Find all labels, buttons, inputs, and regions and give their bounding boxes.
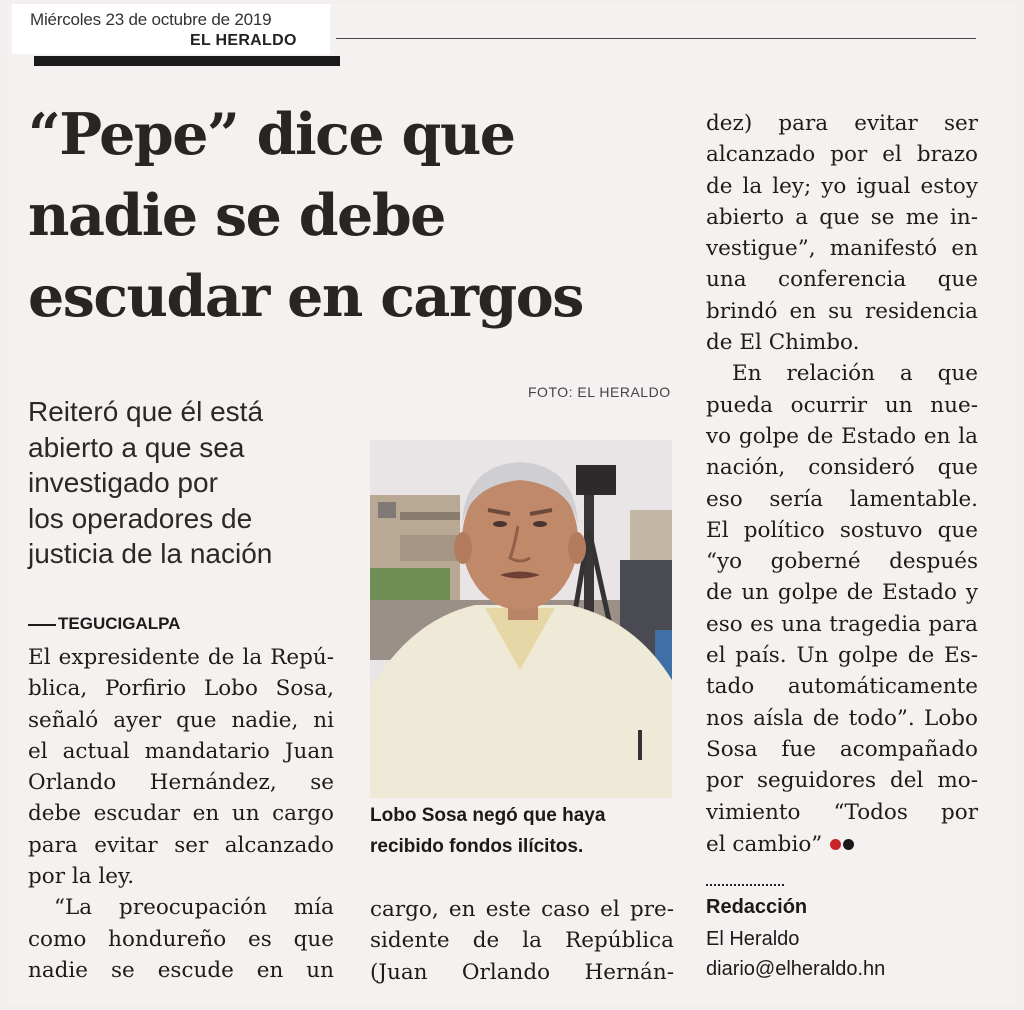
body-line: el actual mandatario Juan bbox=[28, 738, 334, 764]
body-line: alcanzado por el brazo bbox=[706, 142, 978, 168]
caption-line: recibido fondos ilícitos. bbox=[370, 836, 584, 857]
signature-rule bbox=[706, 884, 784, 886]
body-line: abierto a que se me in- bbox=[706, 204, 978, 230]
dateline-text: TEGUCIGALPA bbox=[58, 614, 181, 633]
article-photo bbox=[370, 440, 672, 798]
body-line: Sosa fue acompañado bbox=[706, 736, 978, 762]
body-line: nos aísla de todo”. Lobo bbox=[706, 705, 978, 731]
body-column-2 bbox=[370, 894, 674, 988]
end-dot-black bbox=[843, 839, 854, 850]
body-line: (Juan Orlando Hernán- bbox=[370, 959, 674, 985]
author-email: diario@elheraldo.hn bbox=[706, 958, 886, 980]
article-deck bbox=[28, 394, 358, 572]
publication-name: EL HERALDO bbox=[190, 32, 297, 49]
end-mark-icon bbox=[828, 828, 854, 859]
deck-line: abierto a que sea bbox=[28, 431, 245, 463]
end-dot-red bbox=[830, 839, 841, 850]
author-organization: El Heraldo bbox=[706, 928, 800, 950]
body-line: En relación a que bbox=[732, 361, 978, 387]
body-line: eso es una tragedia para bbox=[706, 611, 978, 637]
body-line: de un golpe de Estado y bbox=[706, 580, 978, 606]
body-line: eso sería lamentable. bbox=[706, 486, 978, 512]
body-line: “yo goberné después bbox=[706, 549, 978, 575]
issue-date: Miércoles 23 de octubre de 2019 bbox=[30, 10, 272, 29]
body-line: vimiento “Todos por bbox=[706, 799, 978, 825]
caption-line: Lobo Sosa negó que haya bbox=[370, 805, 606, 826]
body-line: como hondureño es que bbox=[28, 926, 334, 952]
body-line: brindó en su residencia bbox=[706, 298, 978, 324]
deck-line: justicia de la nación bbox=[28, 538, 273, 569]
dateline bbox=[28, 614, 180, 634]
section-bar bbox=[34, 56, 340, 66]
headline-line: nadie se debe bbox=[28, 182, 445, 249]
body-line: de El Chimbo. bbox=[706, 330, 860, 356]
dateline-dash bbox=[28, 624, 56, 626]
body-line: por la ley. bbox=[28, 864, 135, 890]
body-line: debe escudar en un cargo bbox=[28, 801, 334, 827]
body-line: tado automáticamente bbox=[706, 674, 978, 700]
deck-line: investigado por bbox=[28, 467, 218, 498]
article-headline bbox=[28, 94, 678, 337]
body-line: vestigue”, manifestó en bbox=[706, 236, 978, 262]
body-line: blica, Porfirio Lobo Sosa, bbox=[28, 676, 334, 702]
body-line: por seguidores del mo- bbox=[706, 768, 978, 794]
body-line: señaló ayer que nadie, ni bbox=[28, 707, 334, 733]
headline-line: escudar en cargos bbox=[28, 263, 583, 330]
body-line: nación, consideró que bbox=[706, 455, 978, 481]
body-line: dez) para evitar ser bbox=[706, 111, 978, 136]
header-rule bbox=[336, 38, 976, 39]
body-line: pueda ocurrir un nue- bbox=[706, 392, 978, 418]
deck-line: los operadores de bbox=[28, 502, 253, 534]
body-line: una conferencia que bbox=[706, 267, 978, 293]
body-line: el cambio” bbox=[706, 831, 823, 857]
body-line: sidente de la República bbox=[370, 928, 674, 954]
body-line: El expresidente de la Repú- bbox=[28, 645, 334, 670]
deck-line: Reiteró que él está bbox=[28, 396, 264, 427]
page-header bbox=[12, 4, 330, 54]
body-line: Orlando Hernández, se bbox=[28, 770, 334, 796]
body-line: para evitar ser alcanzado bbox=[28, 832, 334, 858]
body-last-line bbox=[706, 828, 978, 860]
body-line: nadie se escude en un bbox=[28, 957, 334, 983]
body-line: de la ley; yo igual estoy bbox=[706, 173, 978, 199]
body-line: “La preocupación mía bbox=[54, 895, 334, 921]
body-column-3 bbox=[706, 108, 978, 860]
headline-line: “Pepe” dice que bbox=[28, 101, 515, 168]
body-line: El político sostuvo que bbox=[706, 517, 978, 543]
photo-image bbox=[370, 440, 672, 798]
body-line: cargo, en este caso el pre- bbox=[370, 897, 674, 922]
body-column-1 bbox=[28, 642, 334, 986]
photo-caption bbox=[370, 800, 680, 862]
author-name: Redacción bbox=[706, 896, 808, 918]
body-line: vo golpe de Estado en la bbox=[706, 423, 978, 449]
photo-credit: FOTO: EL HERALDO bbox=[528, 384, 671, 400]
body-line: el país. Un golpe de Es- bbox=[706, 643, 978, 669]
